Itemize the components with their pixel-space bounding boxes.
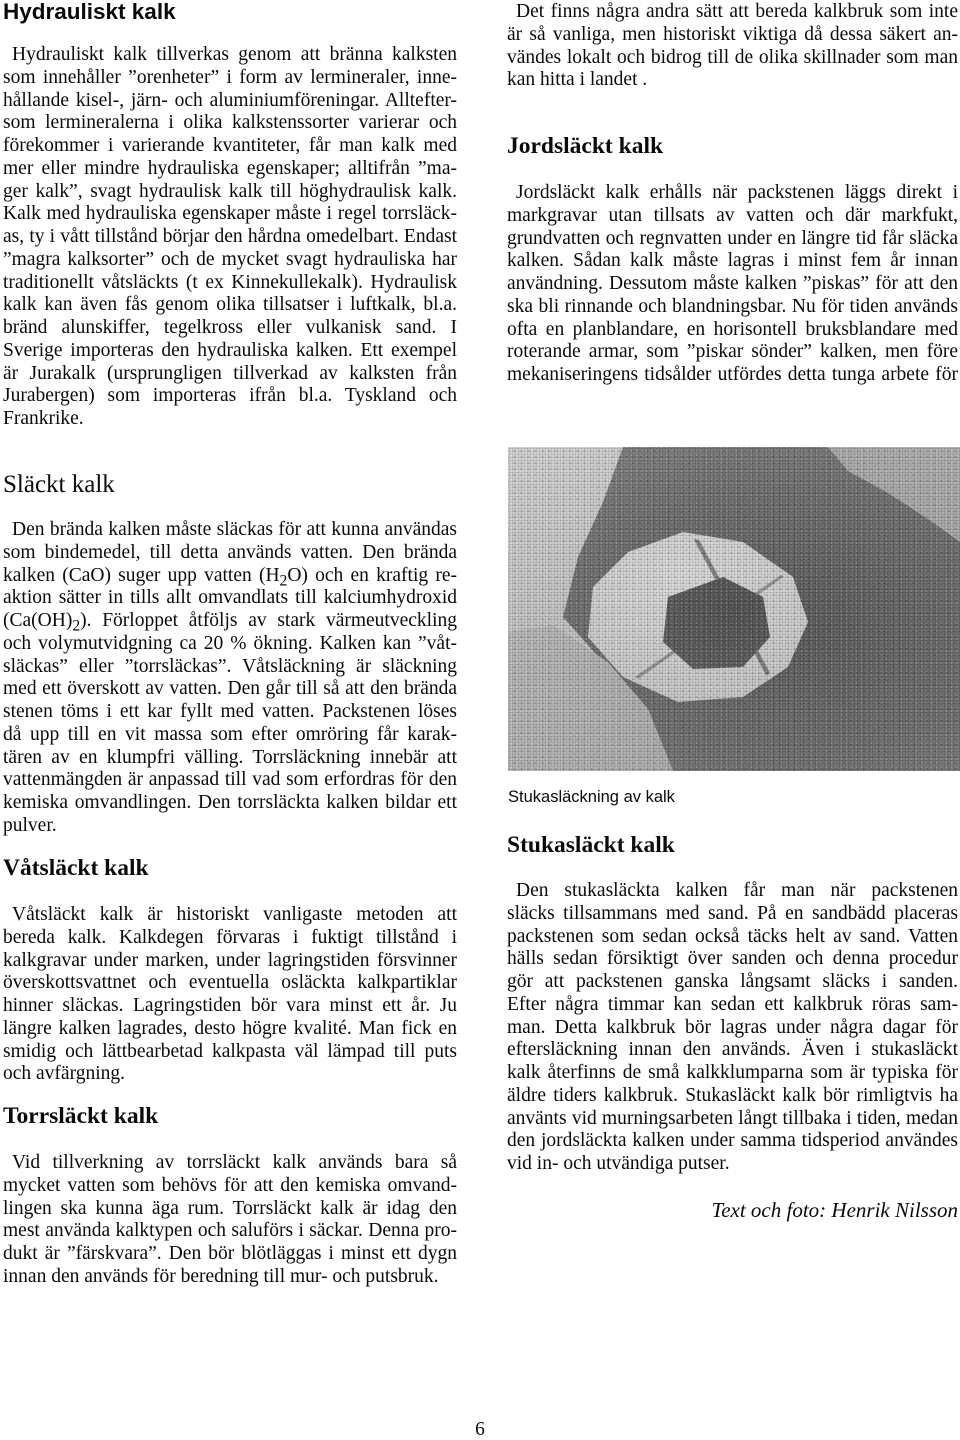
paragraph-stukaslackt-kalk — [507, 880, 958, 1176]
text-line: aktion sätter in tills allt omvandlats till kalciumhydroxid — [3, 587, 457, 609]
text-line: Jordsläckt kalk erhålls när packstenen läggs direkt i — [516, 182, 958, 203]
text-line: överskottsvattnet och eventuella osläckta kalkpartiklar — [3, 972, 457, 994]
text-line: är Jurakalk (ursprungligen tillverkad av kalksten från — [3, 362, 457, 384]
text-line: man. Detta kalkbruk bör lagras under några dagar för — [507, 1016, 958, 1038]
text-line: Vid tillverkning av torrsläckt kalk används bara så — [12, 1152, 457, 1173]
text-line: kalk kan även fås genom olika tillsatser i luftkalk, bl.a. — [3, 294, 457, 316]
text-line: lingen ska kunna äga rum. Torrsläckt kalk är idag den — [3, 1197, 457, 1219]
text-line: Kalk med hydrauliska egenskaper måste i regel torrsläck- — [3, 203, 457, 225]
text-line: vid in- och utvändiga putser. — [507, 1153, 730, 1174]
text-line: och volymutvidgning ca 20 % ökning. Kalken kan ”våt- — [3, 632, 457, 654]
text-line: pulver. — [3, 814, 57, 836]
text-line: eftersläckning innan den används. Även i stukasläckt — [507, 1039, 958, 1061]
text-line: släckas” eller ”torrsläckas”. Våtsläckning är släckning — [3, 655, 457, 677]
text-line: mycket vatten som behövs för att den kemiska omvand- — [3, 1174, 457, 1196]
text-line: stenen töms i ett kar fyllt med vatten. Packstenen löses — [3, 701, 457, 722]
text-line: den jordsläckta kalken under samma tidsperiod användes — [507, 1130, 958, 1152]
text-line: tären av en klumpfri välling. Torrsläckning innebär att — [3, 746, 457, 768]
paragraph-hydrauliskt-kalk — [3, 44, 457, 431]
text-line: bereda kalk. Kalkdegen förvaras i fuktigt tillstånd i — [3, 926, 457, 948]
text-line: är så vanliga, men historiskt viktiga då dessa säkert an- — [507, 23, 958, 45]
text-line: kan hitta i landet . — [507, 69, 648, 91]
page-number: 6 — [475, 1419, 485, 1440]
heading-slackt-kalk: Släckt kalk — [3, 471, 115, 498]
photo-grain-texture — [508, 447, 960, 771]
text-line: förekommer i varierande kvantiteter, får man kalk med — [3, 135, 457, 156]
text-line: använts vid murningsarbeten långt tillbaka i tiden, medan — [507, 1107, 958, 1129]
text-run: ). Förloppet åtföljs av stark värmeutveckling — [80, 610, 457, 631]
lime-slaking-photo — [508, 447, 960, 771]
text-line: användning. Dessutom måste kalken ”piskas” för att den — [507, 273, 958, 294]
heading-vatslackt-kalk: Våtsläckt kalk — [3, 855, 149, 881]
subscript: 2 — [279, 571, 288, 589]
text-line: hållande kisel-, järn- och aluminiumföreningar. Alltefter- — [3, 89, 457, 111]
text-run: O) och en kraftig re- — [287, 564, 457, 586]
text-line: mer eller mindre hydrauliska egenskaper; alltifrån ”ma- — [3, 157, 457, 179]
text-line: Hydrauliskt kalk tillverkas genom att bränna kalksten — [12, 44, 457, 65]
text-run: (Ca(OH) — [3, 610, 73, 631]
heading-stukaslackt-kalk: Stukasläckt kalk — [507, 832, 675, 858]
text-line: bränd alunskiffer, tegelkross eller vulkanisk sand. I — [3, 317, 457, 338]
text-line: ska bli rinnande och blandningsbar. Nu för tiden används — [507, 295, 958, 317]
text-line: ofta en planblandare, en horisontell bruksblandare med — [507, 318, 958, 340]
text-line: smidig och lättbearbetad kalkpasta väl lämpad till puts — [3, 1040, 457, 1062]
text-line: ger kalk”, svagt hydraulisk kalk till höghydraulisk kalk. — [3, 180, 457, 202]
text-line: som bindemedel, till detta används vatten. Den brända — [3, 541, 457, 563]
text-line: kemiska omvandlingen. Den torrsläckta kalken bildar ett — [3, 792, 457, 813]
text-line: mekaniseringens tidsålder utfördes detta tunga arbete för — [507, 364, 958, 385]
text-line: Den brända kalken måste släckas för att kunna användas — [12, 519, 457, 540]
text-line: packstenen som sedan också täcks helt av sand. Vatten — [507, 925, 958, 947]
text-line: hinner släckas. Lagringstiden bör vara minst ett år. Ju — [3, 995, 457, 1016]
text-line: mest använda kalktypen och saluförs i säckar. Denna pro- — [3, 1220, 457, 1242]
paragraph-slackt-kalk — [3, 519, 457, 838]
heading-jordslackt-kalk: Jordsläckt kalk — [507, 133, 664, 159]
heading-torrslackt-kalk: Torrsläckt kalk — [3, 1103, 159, 1129]
text-line: kalkgravar under marken, under lagringstiden försvinner — [3, 949, 457, 971]
text-line: ”magra kalksorter” och de mycket svagt hydrauliska har — [3, 248, 457, 270]
text-line — [3, 565, 457, 588]
text-line: släcks tillsammans med sand. På en sandbädd placeras — [507, 902, 958, 924]
text-run: kalken (CaO) suger upp vatten (H — [3, 564, 280, 586]
paragraph-torrslackt-kalk — [3, 1152, 457, 1289]
heading-hydrauliskt-kalk: Hydrauliskt kalk — [3, 0, 176, 24]
paragraph-jordslackt-kalk — [507, 182, 958, 387]
text-line: gör att packstenen ganska långsamt släcks i sanden. — [507, 971, 958, 992]
text-line: vattenmängden är anpassad till vad som erfordras för den — [3, 769, 457, 791]
text-line: markgravar utan tillsats av vatten och där markfukt, — [507, 204, 958, 226]
text-line: vändes lokalt och bidrog till de olika skillnader som man — [507, 46, 958, 68]
text-line: äldre tiders kalkbruk. Stukasläckt kalk bör rimligtvis ha — [507, 1084, 958, 1106]
text-line: Det finns några andra sätt att bereda kalkbruk som inte — [516, 1, 958, 22]
text-line: då upp till en vit massa som efter omröring får karak- — [3, 723, 457, 745]
text-line: hälls sedan försiktigt över sanden och denna procedur — [507, 948, 958, 970]
text-line: och avfärgning. — [3, 1063, 126, 1085]
subscript: 2 — [72, 617, 81, 635]
photo-caption: Stukasläckning av kalk — [508, 788, 675, 806]
text-line: som innehåller ”orenheter” i form av lermineraler, inne- — [3, 66, 457, 88]
byline: Text och foto: Henrik Nilsson — [711, 1198, 958, 1222]
text-line: kalken. Sådan kalk måste lagras i minst fem år innan — [507, 250, 958, 272]
text-line: innan den används för beredning till mur- och putsbruk. — [3, 1265, 439, 1287]
text-line: kalk återfinns de små kalkklumparna som är typiska för — [507, 1062, 958, 1083]
text-line: längre kalken lagrades, desto högre kvalité. Man fick en — [3, 1017, 457, 1039]
text-line: Sverige importeras den hydrauliska kalken. Ett exempel — [3, 339, 457, 361]
text-line: Den stukasläckta kalken får man när packstenen — [516, 880, 958, 901]
text-line — [3, 610, 457, 633]
paragraph-vatslackt-kalk — [3, 904, 457, 1086]
text-line: traditionellt våtsläckts (t ex Kinnekullekalk). Hydraulisk — [3, 271, 457, 293]
paragraph-intro — [507, 1, 958, 92]
text-line: med ett överskott av vatten. Den går till så att den brända — [3, 678, 457, 700]
text-line: Frankrike. — [3, 408, 84, 429]
text-line: Jurabergen) som importeras ifrån bl.a. Tyskland och — [3, 385, 457, 407]
text-line: grundvatten och regnvatten under en längre tid får släcka — [507, 227, 958, 249]
text-line: roterande armar, som ”piskar sönder” kalken, men före — [507, 341, 958, 363]
text-line: dukt är ”färskvara”. Den bör blötläggas i minst ett dygn — [3, 1243, 457, 1264]
text-line: as, ty i vått tillstånd börjar den hårdna omedelbart. Endast — [3, 226, 457, 247]
text-line: Efter några timmar kan sedan ett kalkbruk röras sam- — [507, 993, 958, 1015]
text-line: som lermineralerna i olika kalkstenssorter varierar och — [3, 112, 457, 134]
text-line: Våtsläckt kalk är historiskt vanligaste metoden att — [12, 904, 457, 925]
